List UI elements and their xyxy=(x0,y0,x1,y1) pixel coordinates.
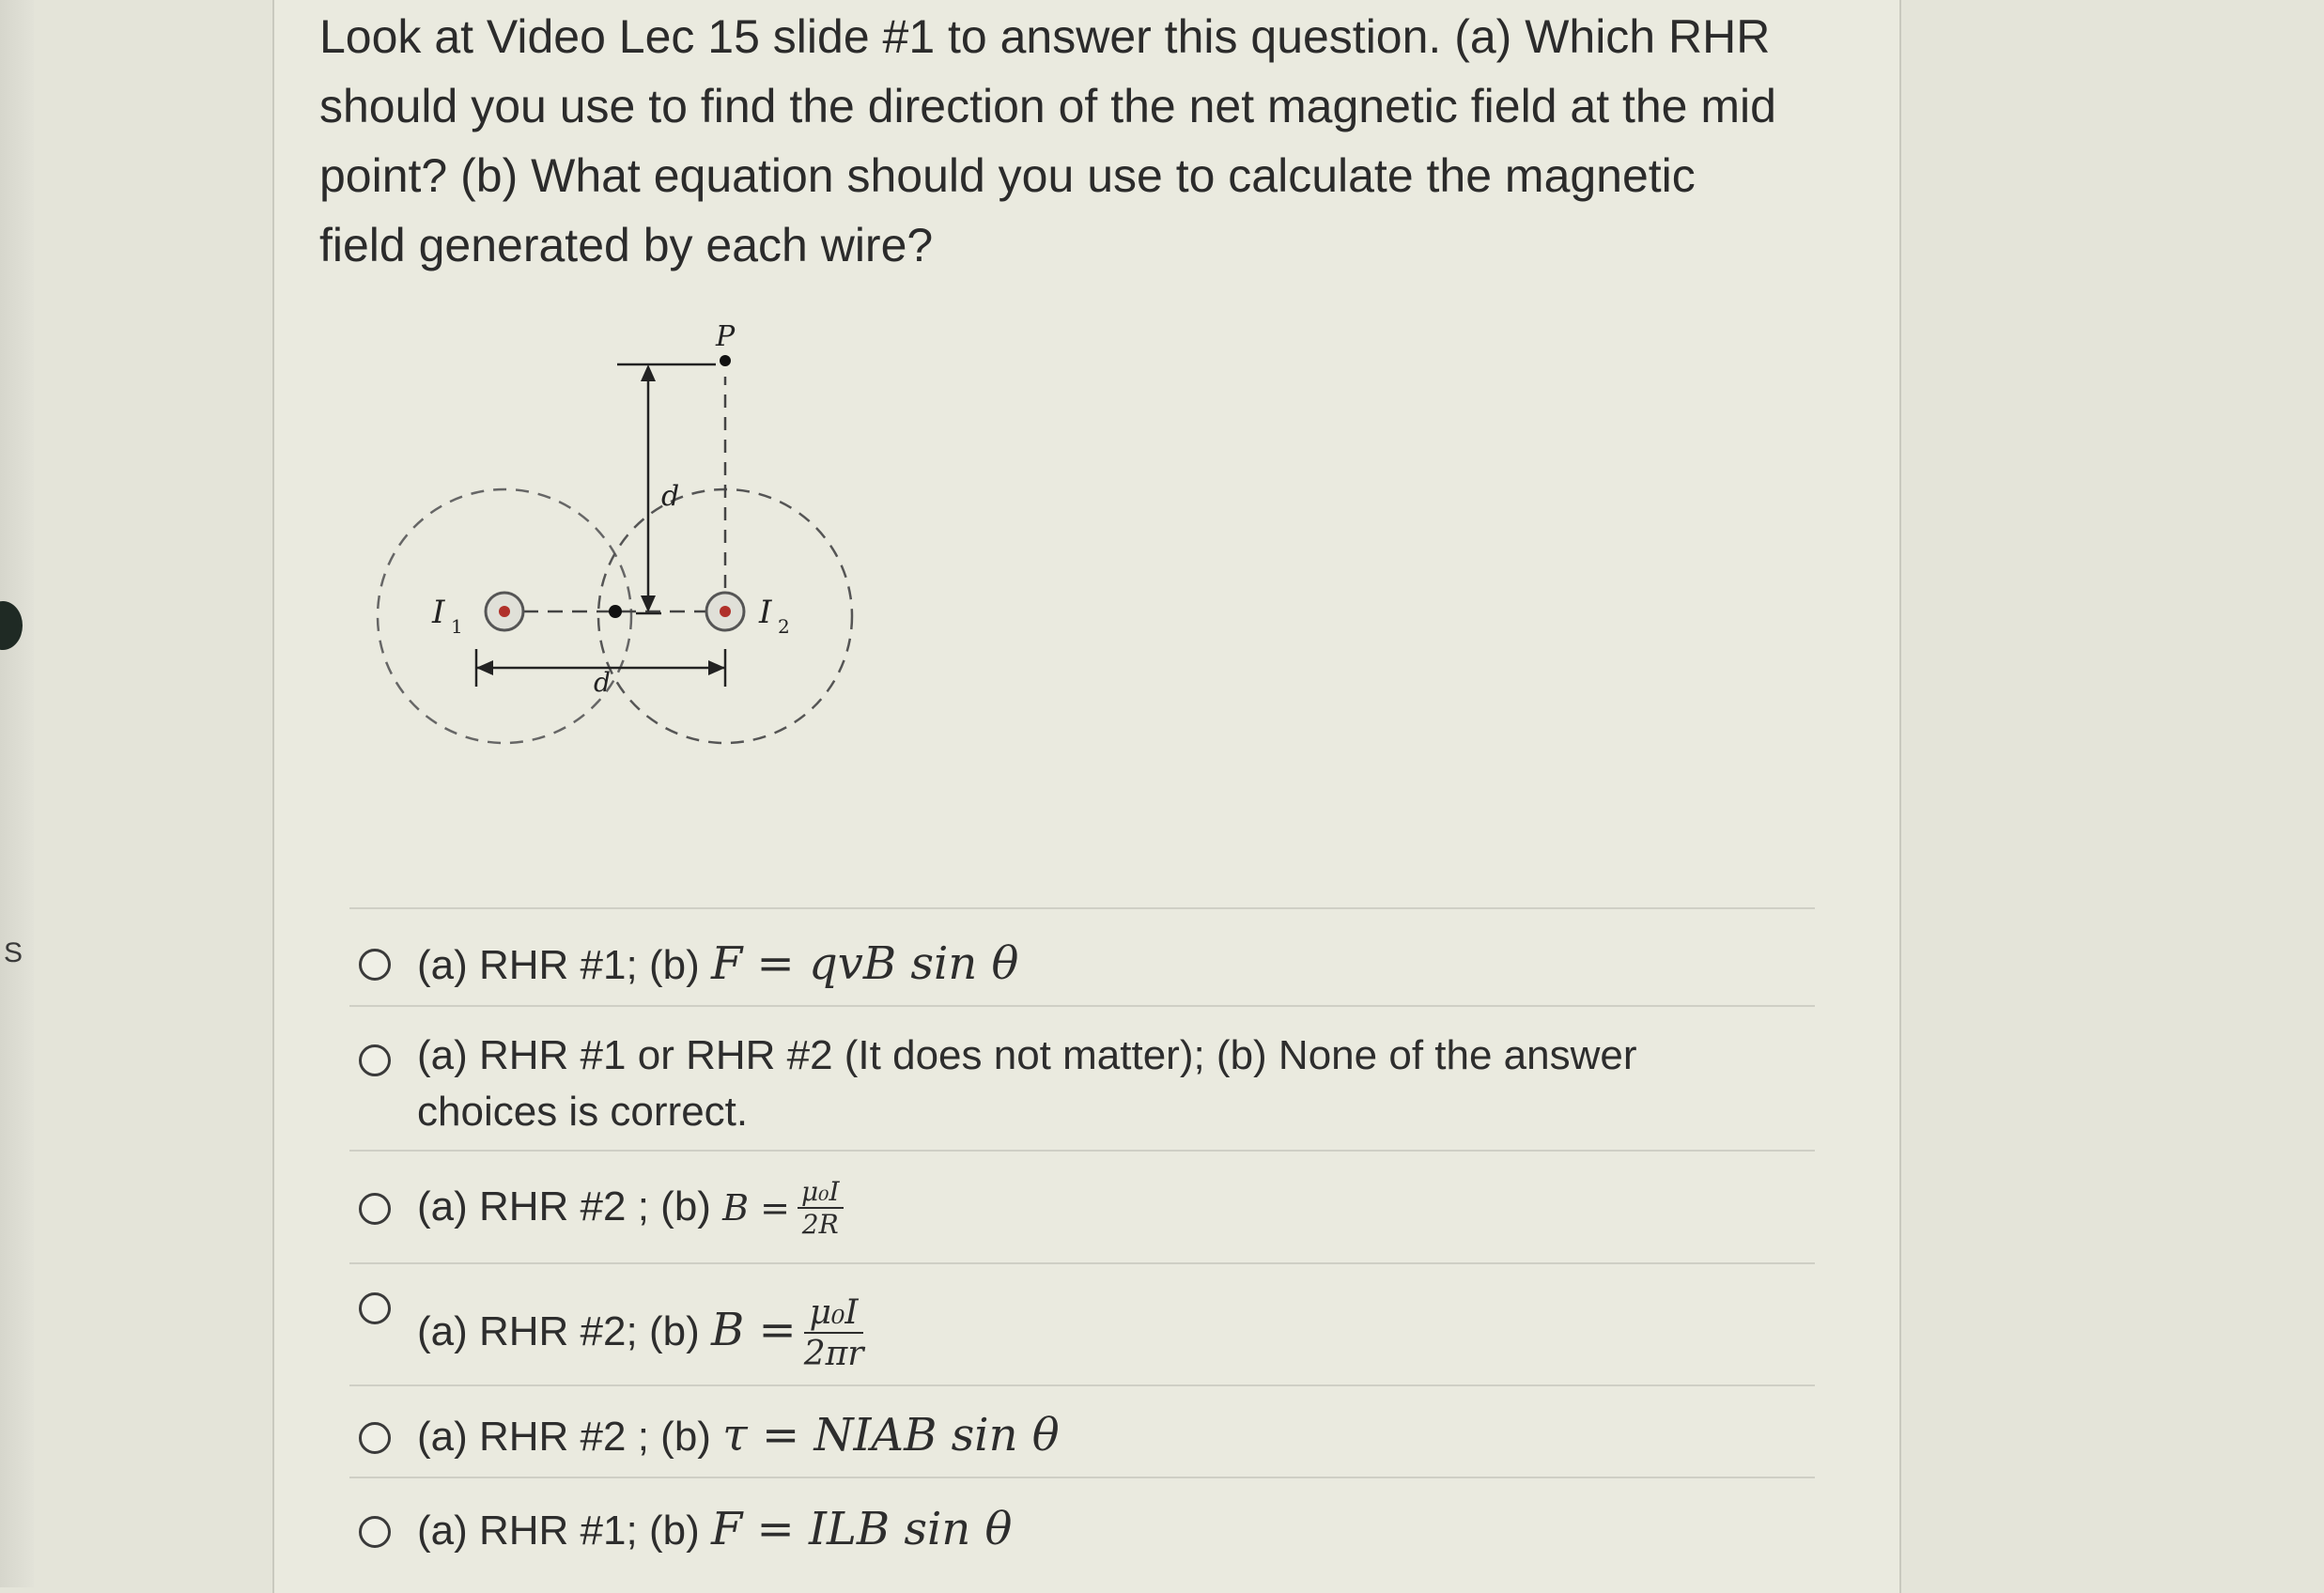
label-i1-sub: 1 xyxy=(451,615,463,638)
label-d-horizontal: d xyxy=(594,667,611,698)
answer-choice-5[interactable]: (a) RHR #2 ; (b) τ = NIAB sin θ xyxy=(349,1384,1815,1477)
label-p: P xyxy=(716,320,736,353)
radio-button[interactable] xyxy=(359,1193,391,1225)
label-i1: I xyxy=(432,594,445,631)
two-wire-diagram xyxy=(321,306,941,757)
midpoint-dot xyxy=(609,605,622,618)
label-d-vertical: d xyxy=(661,480,680,513)
answer-choice-2[interactable]: (a) RHR #1 or RHR #2 (It does not matter); (b) None of the answer choices is correct. xyxy=(349,1005,1815,1150)
radio-button[interactable] xyxy=(359,1516,391,1548)
label-i2: I xyxy=(759,594,772,631)
question-text: Look at Video Lec 15 slide #1 to answer this question. (a) Which RHR should you use to find the direction of the net magnetic field at the mid point? (b) What equation should you use to calculate the magnetic field generated by each wire? xyxy=(319,10,1776,271)
answer-choice-1[interactable]: (a) RHR #1; (b) F = qvB sin θ xyxy=(349,907,1815,1005)
point-p-dot xyxy=(720,355,731,366)
label-i2-sub: 2 xyxy=(778,615,790,638)
question-card xyxy=(272,0,1901,1593)
answer-choice-4[interactable]: (a) RHR #2; (b) B = $\frac{\text{μ₀I}}{2\pi r}$ xyxy=(349,1262,1815,1384)
radio-button[interactable] xyxy=(359,1044,391,1076)
screen-edge xyxy=(0,0,34,1587)
radio-button[interactable] xyxy=(359,1292,391,1324)
radio-button[interactable] xyxy=(359,949,391,981)
radio-button[interactable] xyxy=(359,1422,391,1454)
answer-choice-3[interactable]: (a) RHR #2 ; (b) B = $\frac{\text{μ₀I}}{2R}$ xyxy=(349,1150,1815,1262)
answer-choices xyxy=(349,907,1815,1580)
sidebar-glyph: S xyxy=(4,937,23,968)
answer-choice-6[interactable]: (a) RHR #1; (b) F = ILB sin θ xyxy=(349,1477,1815,1580)
